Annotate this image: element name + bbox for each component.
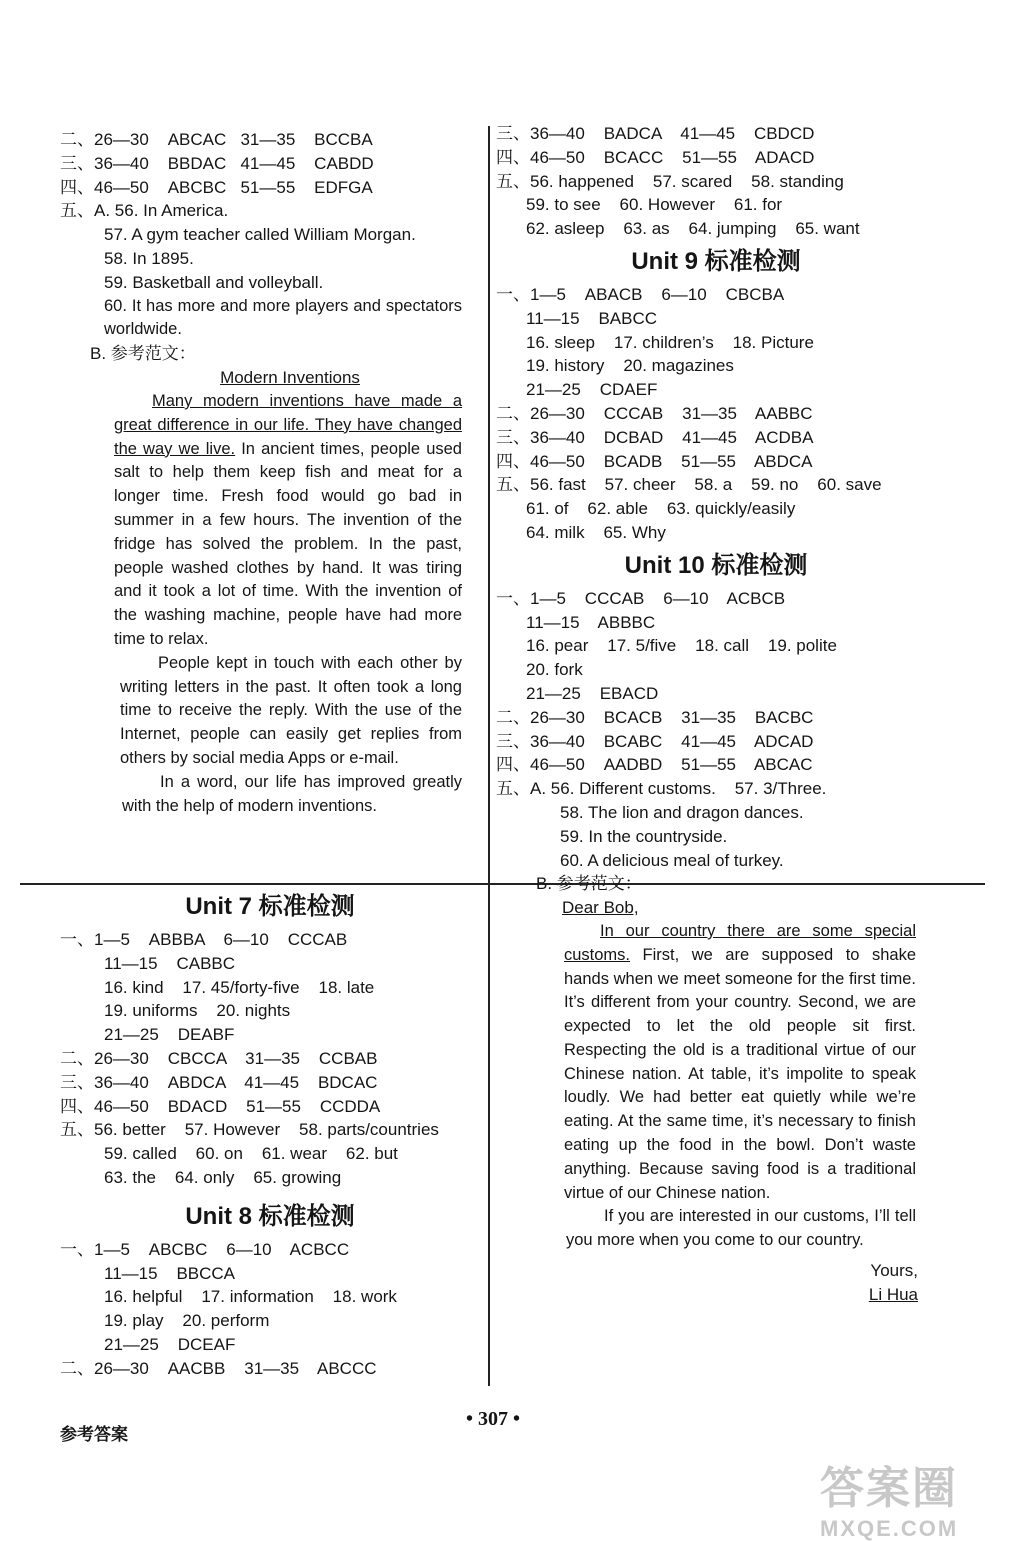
answer-line: 五、56. better 57. However 58. parts/countries — [60, 1120, 439, 1140]
answer-line: 三、36—40 BBDAC 41—45 CABDD — [60, 153, 374, 173]
answer-line: 二、26—30 ABCAC 31—35 BCCBA — [60, 130, 373, 149]
answer-line: 21—25 DCEAF — [104, 1334, 236, 1354]
answer-line: 三、36—40 BCABC 41—45 ADCAD — [496, 731, 814, 751]
answer-line: 16. kind 17. 45/forty-five 18. late — [104, 977, 375, 997]
answer-line: 一、1—5 ABCBC 6—10 ACBCC — [60, 1239, 350, 1259]
unit8-title: Unit 8 标准检测 — [185, 1202, 355, 1230]
answer-line: 58. The lion and dragon dances. — [560, 802, 804, 822]
essay-paragraph: People kept in touch with each other by writing letters in the past. It often took a long time to receive the reply. With the use of the Internet, people can easily get replies from others by social media Apps or e-mail. — [120, 653, 462, 767]
answer-line: 21—25 CDAEF — [526, 380, 658, 400]
answer-line: 19. history 20. magazines — [526, 356, 734, 376]
letter-signature: Li Hua — [868, 1285, 918, 1305]
answer-line: 三、36—40 DCBAD 41—45 ACDBA — [496, 427, 814, 447]
answer-line: 11—15 BBCCA — [104, 1263, 236, 1283]
answer-line: 19. play 20. perform — [104, 1311, 270, 1331]
page-number: • 307 • — [466, 1408, 521, 1430]
column-divider — [488, 126, 490, 1386]
answer-line: 11—15 CABBC — [104, 953, 236, 973]
essay-topic-sentence: Many modern inventions have made a great difference in our life. They have changed the way we live. — [114, 391, 462, 458]
answer-line: 60. A delicious meal of turkey. — [560, 850, 784, 870]
letter-greeting: Dear Bob, — [562, 898, 639, 918]
sample-letter-label: B. 参考范文： — [536, 874, 642, 894]
answer-line: 五、A. 56. In America. — [60, 201, 229, 221]
answer-line: 四、46—50 ABCBC 51—55 EDFGA — [60, 177, 373, 197]
watermark-logo — [820, 1452, 1010, 1541]
answer-line: 一、1—5 ABACB 6—10 CBCBA — [496, 284, 785, 304]
sample-essay-label: B. 参考范文： — [90, 344, 196, 364]
answer-line: 62. asleep 63. as 64. jumping 65. want — [526, 219, 860, 239]
answer-line: 一、1—5 CCCAB 6—10 ACBCB — [496, 588, 786, 608]
answer-line: 四、46—50 AADBD 51—55 ABCAC — [496, 755, 813, 775]
answer-line: 58. In 1895. — [104, 248, 194, 268]
answer-line: 60. It has more and more players and spectators worldwide. — [104, 296, 462, 339]
answer-line: 三、36—40 BADCA 41—45 CBDCD — [496, 124, 815, 143]
answer-line: 二、26—30 CBCCA 31—35 CCBAB — [60, 1048, 378, 1068]
answer-line: 59. to see 60. However 61. for — [526, 195, 783, 215]
answer-line: 64. milk 65. Why — [526, 522, 666, 542]
letter-paragraph-text: First, we are supposed to shake hands when we meet someone for the first time. It’s different from your country. Second, we are expected to let the old people sit first. Respecting the old is a traditional virtue of our Chinese nation. At table, it’s impolite to speak loudly. We had better eat quietly while we’re eating. At the same time, it’s necessary to finish eating up the food in the bowl. Don’t waste anything. Because saving food is a traditional virtue of our Chinese nation. — [564, 945, 916, 1202]
answer-line: 一、1—5 ABBBA 6—10 CCCAB — [60, 930, 348, 949]
answer-line: 五、56. fast 57. cheer 58. a 59. no 60. save — [496, 475, 882, 495]
essay-title: Modern Inventions — [220, 367, 360, 387]
answer-line: 二、26—30 BCACB 31—35 BACBC — [496, 707, 814, 727]
answer-line: 16. pear 17. 5/five 18. call 19. polite — [526, 636, 837, 656]
answer-line: 二、26—30 AACBB 31—35 ABCCC — [60, 1358, 377, 1378]
essay-paragraph-text: In ancient times, people used salt to help them keep fish and meat for a longer time. Fresh food would go bad in summer in a few hours. The invention of the fridge has solved the problem. In the past, people washed clothes by hand. It was tiring and it took a lot of time. With the invention of the washing machine, people have had more time to relax. — [114, 439, 462, 648]
answer-line: 59. Basketball and volleyball. — [104, 272, 324, 292]
answer-line: 五、56. happened 57. scared 58. standing — [496, 171, 844, 191]
answer-line: 四、46—50 BDACD 51—55 CCDDA — [60, 1096, 381, 1116]
answer-line: 四、46—50 BCADB 51—55 ABDCA — [496, 451, 813, 471]
answer-line: 11—15 BABCC — [526, 308, 658, 328]
answer-line: 三、36—40 ABDCA 41—45 BDCAC — [60, 1072, 378, 1092]
essay-paragraph — [58, 390, 480, 652]
left-column-top — [60, 128, 480, 818]
watermark-url: MXQE.COM — [820, 1516, 959, 1541]
answer-line: 20. fork — [526, 660, 583, 680]
answer-line: 19. uniforms 20. nights — [104, 1001, 291, 1021]
answer-line: 16. helpful 17. information 18. work — [104, 1287, 397, 1307]
unit9-title: Unit 9 标准检测 — [631, 247, 801, 275]
answer-line: 61. of 62. able 63. quickly/easily — [526, 499, 796, 519]
answer-line: 59. In the countryside. — [560, 826, 728, 846]
unit7-title: Unit 7 标准检测 — [185, 893, 355, 920]
answer-line: 五、A. 56. Different customs. 57. 3/Three. — [496, 779, 827, 799]
essay-paragraph: In a word, our life has improved greatly with the help of modern inventions. — [122, 772, 462, 815]
answer-line: 四、46—50 BCACC 51—55 ADACD — [496, 147, 815, 167]
answer-line: 63. the 64. only 65. growing — [104, 1167, 342, 1187]
answer-line: 16. sleep 17. children’s 18. Picture — [526, 332, 814, 352]
answer-line: 59. called 60. on 61. wear 62. but — [104, 1144, 398, 1164]
answer-line: 二、26—30 CCCAB 31—35 AABBC — [496, 403, 813, 423]
answer-line: 11—15 ABBBC — [526, 612, 656, 632]
letter-closing: Yours, — [870, 1261, 918, 1281]
right-column — [496, 122, 936, 1307]
letter-paragraph — [496, 920, 936, 1206]
letter-paragraph: If you are interested in our customs, I’ll tell you more when you come to our country. — [566, 1207, 916, 1250]
answer-line: 21—25 DEABF — [104, 1025, 235, 1045]
answer-line: 57. A gym teacher called William Morgan. — [104, 225, 416, 245]
watermark-chars: 答案圈 — [820, 1464, 958, 1513]
footer-label: 参考答案 — [60, 1425, 128, 1444]
unit10-title: Unit 10 标准检测 — [624, 551, 808, 579]
left-column-bottom — [60, 886, 480, 1381]
letter-topic-sentence: In our country there are some special customs. — [564, 921, 916, 964]
answer-line: 21—25 EBACD — [526, 683, 659, 703]
